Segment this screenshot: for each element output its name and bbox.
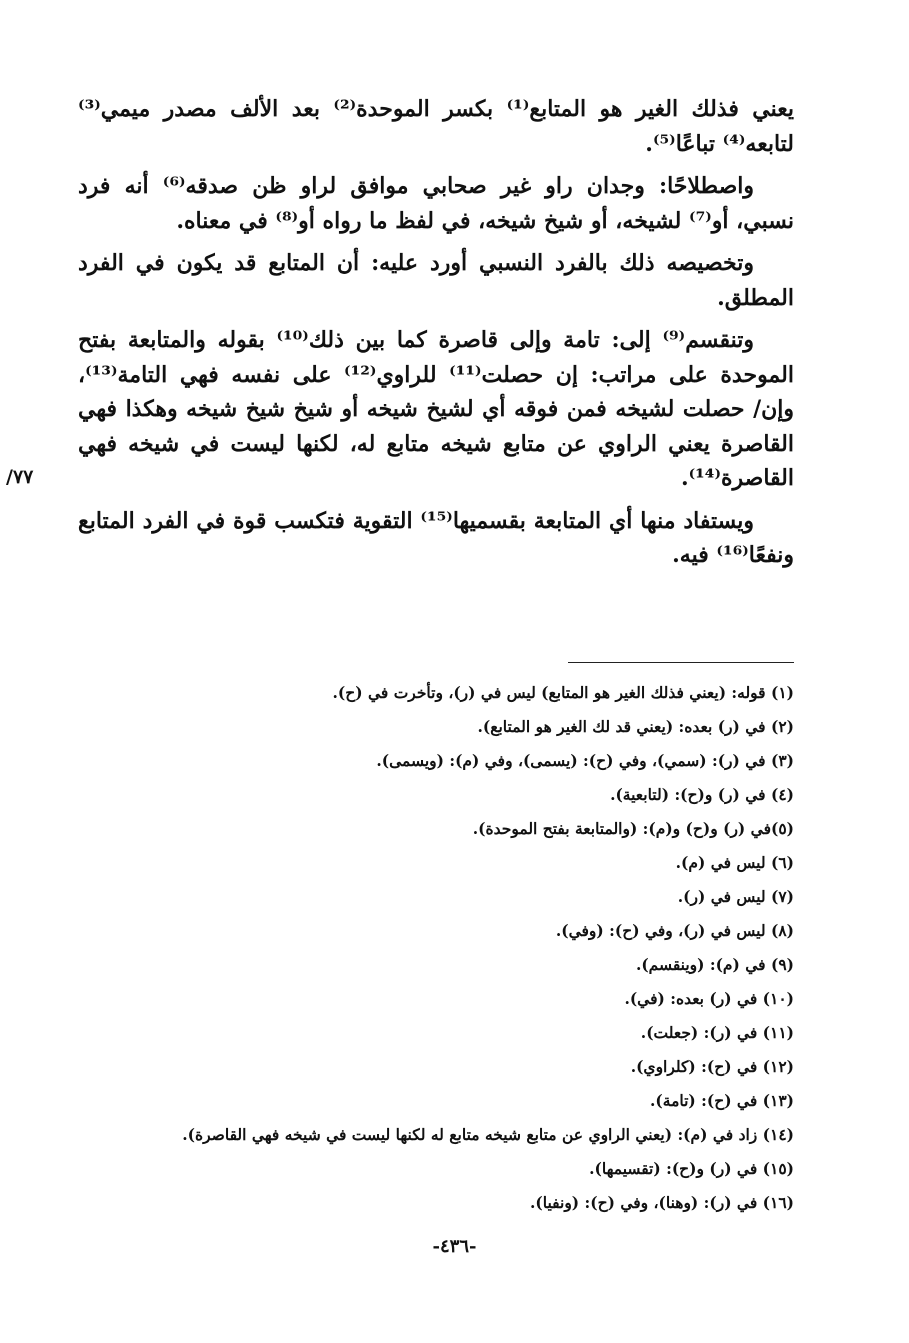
page-number: -٤٣٦- — [432, 1236, 477, 1257]
footnote: (٦) ليس في (م). — [675, 853, 794, 872]
footnote: (٢) في (ر) بعده: (يعني قد لك الغير هو المتابع). — [477, 717, 794, 736]
footnote: (٨) ليس في (ر)، وفي (ح): (وفي). — [555, 921, 794, 940]
footnote: (٩) في (م): (وينقسم). — [635, 955, 794, 974]
footnote: (١٢) في (ح): (كلراوي). — [630, 1057, 794, 1076]
footnote: (١٦) في (ر): (وهنا)، وفي (ح): (ونفيا). — [530, 1193, 794, 1212]
paragraph-5: ويستفاد منها أي المتابعة بقسميها⁽¹⁵⁾ التقوية فتكسب قوة في الفرد المتابع ونفعًا⁽¹⁶⁾ فيه. — [78, 507, 794, 568]
footnote: (١٤) زاد في (م): (يعني الراوي عن متابع شيخه متابع له لكنها ليست في شيخه فهي القاصرة). — [182, 1125, 794, 1144]
footnote-separator — [568, 662, 794, 663]
footnote: (٧) ليس في (ر). — [677, 887, 794, 906]
footnote: (١) قوله: (يعني فذلك الغير هو المتابع) ليس في (ر)، وتأخرت في (ح). — [332, 683, 794, 702]
paragraph-1: يعني فذلك الغير هو المتابع⁽¹⁾ بكسر الموحدة⁽²⁾ بعد الألف مصدر ميمي⁽³⁾ لتابعه⁽⁴⁾ تباعًا⁽⁵⁾. — [78, 96, 794, 157]
footnote: (١١) في (ر): (جعلت). — [640, 1023, 794, 1042]
footnotes — [78, 676, 794, 1220]
manuscript-folio-marker: /٧٧ — [6, 466, 34, 488]
footnote: (٥)في (ر) و(ح) و(م): (والمتابعة بفتح الموحدة). — [472, 819, 794, 838]
footnote: (١٠) في (ر) بعده: (في). — [624, 989, 794, 1008]
main-text — [78, 92, 794, 581]
footnote: (١٥) في (ر) و(ح): (تقسيمها). — [589, 1159, 794, 1178]
footnote: (٤) في (ر) و(ح): (لتابعية). — [610, 785, 794, 804]
footnote: (٣) في (ر): (سمي)، وفي (ح): (يسمى)، وفي (م): (ويسمى). — [376, 751, 794, 770]
paragraph-3: وتخصيصه ذلك بالفرد النسبي أورد عليه: أن المتابع قد يكون في الفرد المطلق. — [78, 250, 794, 311]
paragraph-4: وتنقسم⁽⁹⁾ إلى: تامة وإلى قاصرة كما بين ذلك⁽¹⁰⁾ بقوله والمتابعة بفتح الموحدة على مراتب: إن حصلت⁽¹¹⁾ للراوي⁽¹²⁾ على نفسه فهي التامة⁽¹³⁾، وإن/ حصلت لشيخه فمن فوقه أي لشيخ شيخه أو شيخ شيخ شيخه وهكذا فهي القاصرة يعني الراوي عن متابع شيخه متابع له، لكنها ليست في شيخه فهي القاصرة⁽¹⁴⁾. — [78, 327, 794, 491]
footnote: (١٣) في (ح): (تامة). — [650, 1091, 794, 1110]
paragraph-2: واصطلاحًا: وجدان راو غير صحابي موافق لراو ظن صدقه⁽⁶⁾ أنه فرد نسبي، أو⁽⁷⁾ لشيخه، أو شيخ شيخه، في لفظ ما رواه أو⁽⁸⁾ في معناه. — [78, 173, 794, 234]
